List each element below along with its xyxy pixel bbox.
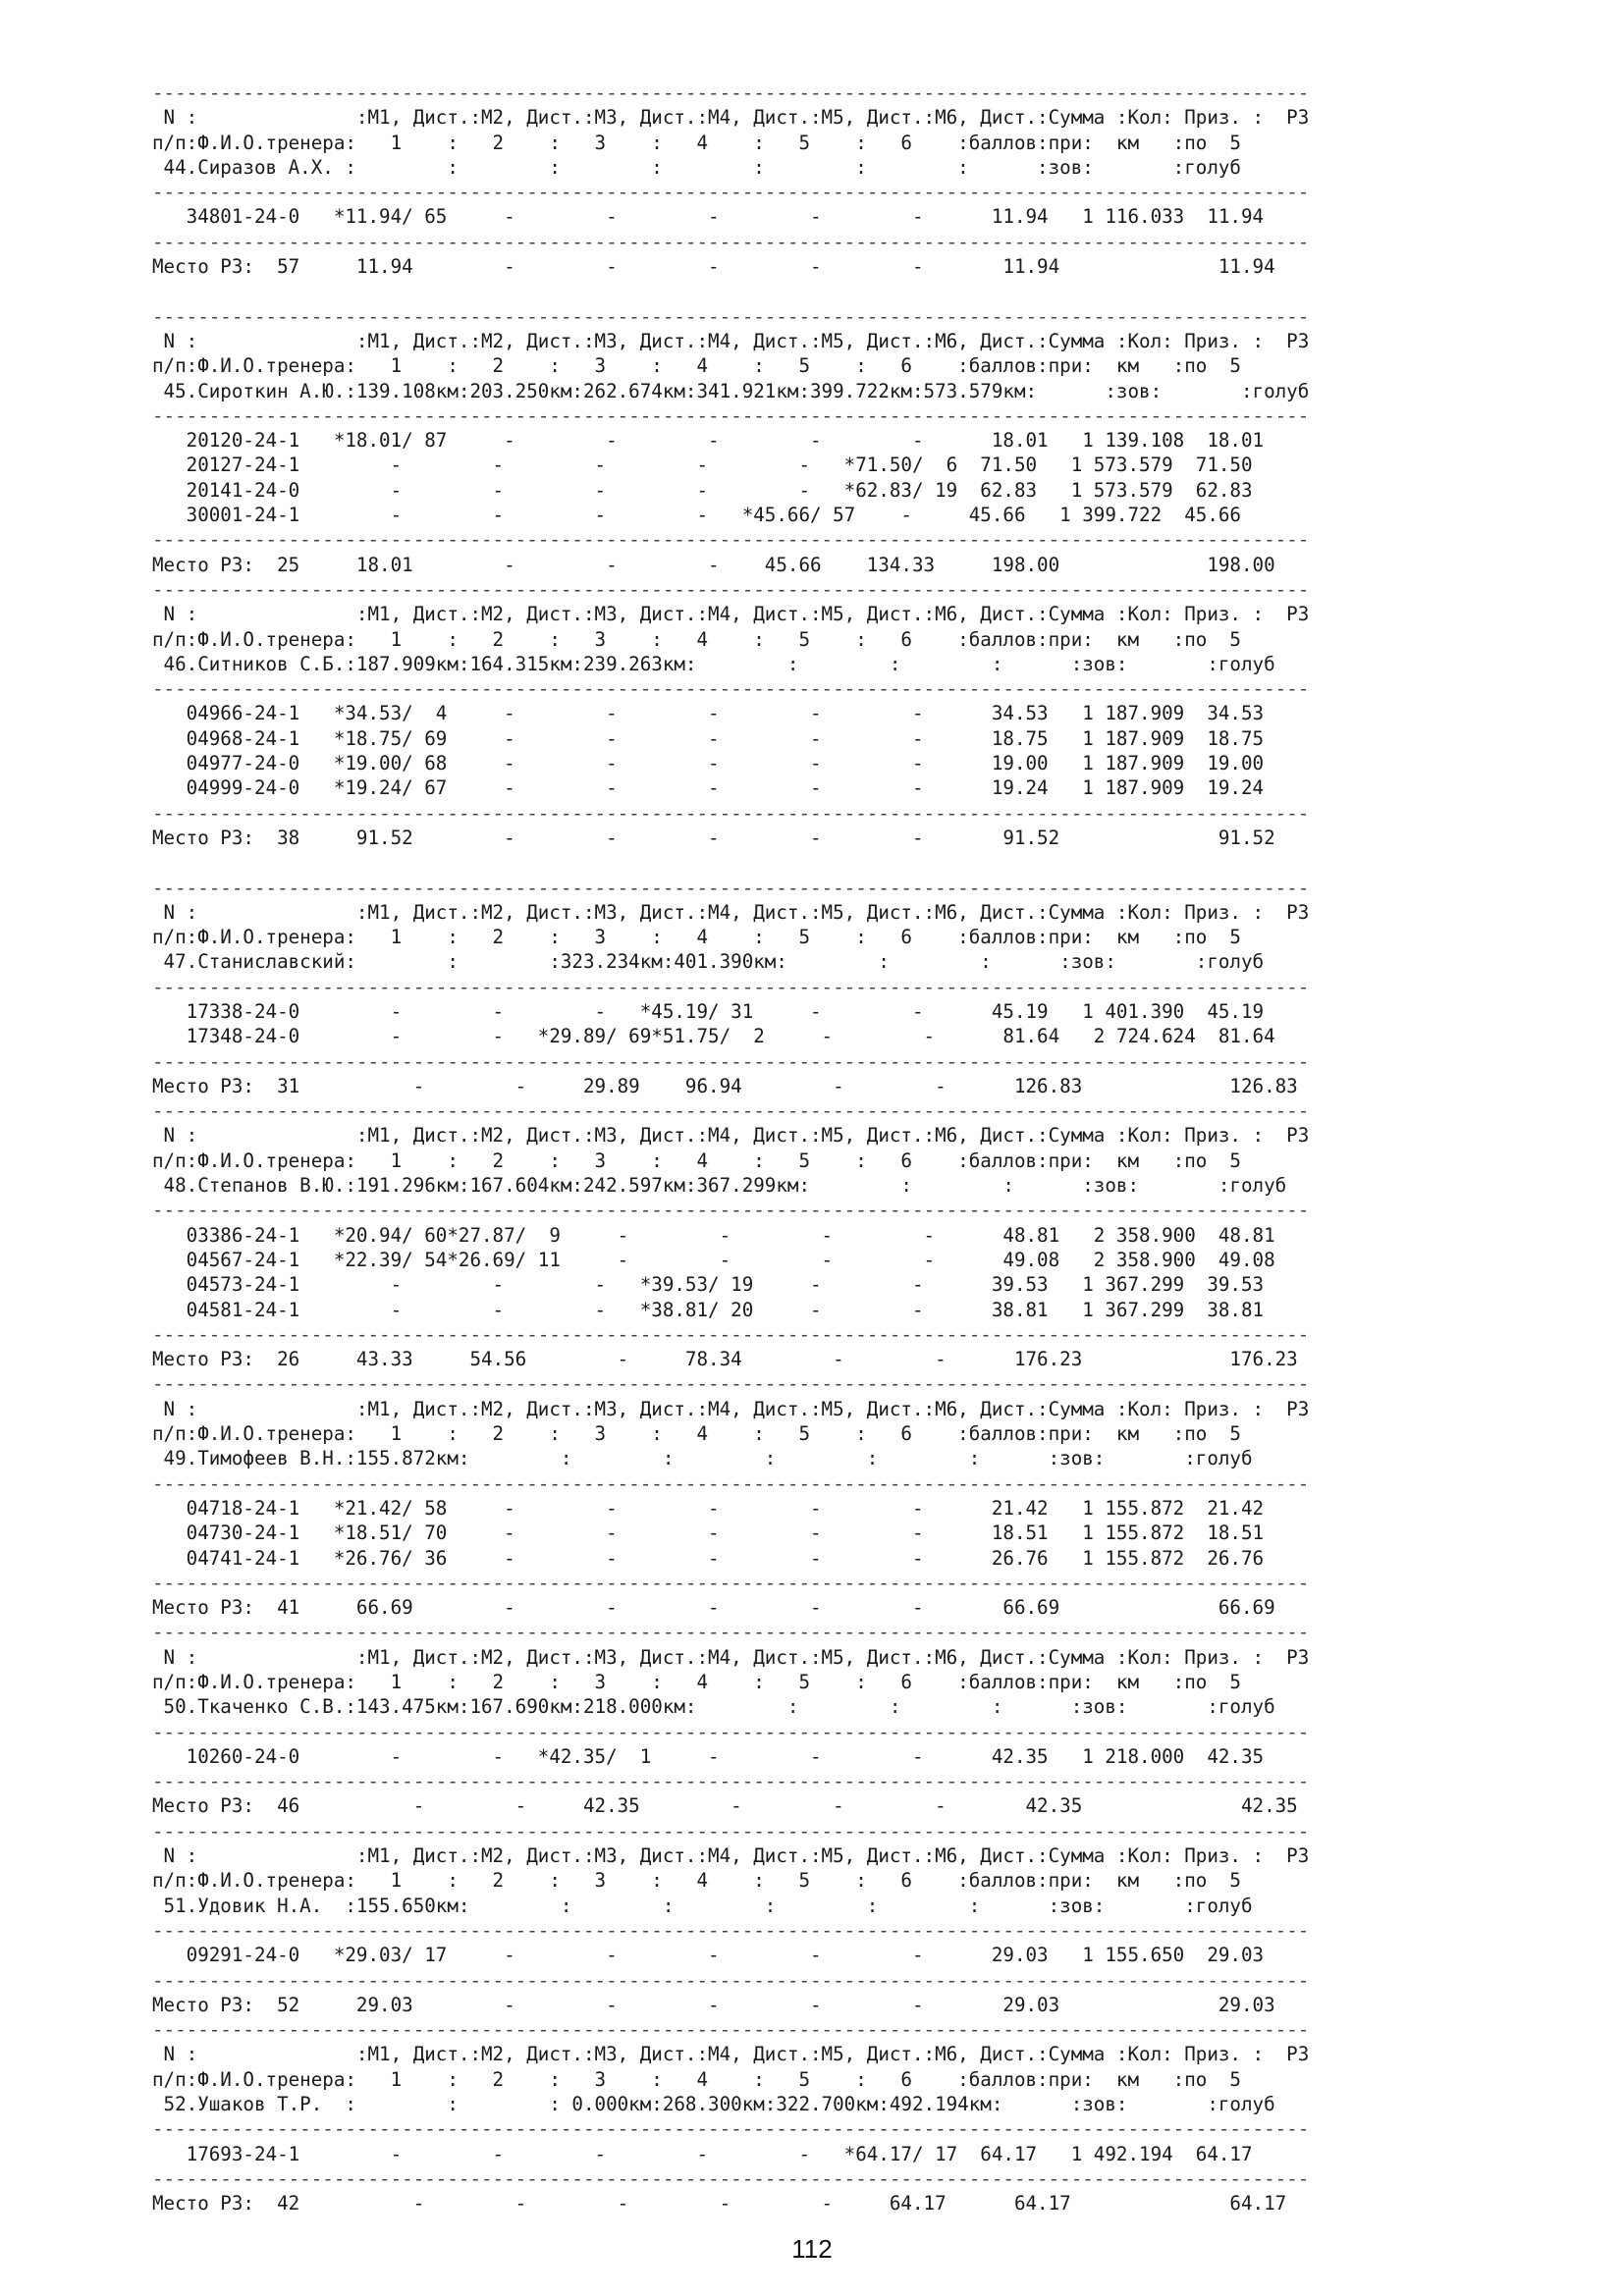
separator-line: ------------------------------------------------------------------------------------------------------ bbox=[152, 1621, 1310, 1644]
separator-line: ------------------------------------------------------------------------------------------------------ bbox=[152, 1770, 1310, 1793]
pigeon-row: 17693-24-1 - - - - - *64.17/ 17 64.17 1 492.194 64.17 bbox=[152, 2142, 1253, 2165]
trainer-row: 44.Сиразов А.Х. : : : : : : : :зов: :голуб bbox=[152, 155, 1241, 179]
separator-line: ------------------------------------------------------------------------------------------------------ bbox=[152, 1322, 1310, 1346]
table-header-row: п/п:Ф.И.О.тренера: 1 : 2 : 3 : 4 : 5 : 6 :баллов:при: км :по 5 bbox=[152, 1148, 1241, 1172]
place-summary-row: Место РЗ: 42 - - - - - 64.17 64.17 64.17 bbox=[152, 2192, 1287, 2216]
separator-line: ------------------------------------------------------------------------------------------------------ bbox=[152, 801, 1310, 825]
table-header-row: п/п:Ф.И.О.тренера: 1 : 2 : 3 : 4 : 5 : 6 :баллов:при: км :по 5 bbox=[152, 1869, 1241, 1893]
place-summary-row: Место РЗ: 31 - - 29.89 96.94 - - 126.83 126.83 bbox=[152, 1074, 1298, 1097]
separator-line: ------------------------------------------------------------------------------------------------------ bbox=[152, 528, 1310, 552]
table-header-row: п/п:Ф.И.О.тренера: 1 : 2 : 3 : 4 : 5 : 6 :баллов:при: км :по 5 bbox=[152, 354, 1241, 378]
separator-line: ------------------------------------------------------------------------------------------------------ bbox=[152, 2018, 1310, 2042]
separator-line: ------------------------------------------------------------------------------------------------------ bbox=[152, 876, 1310, 899]
table-header-row: N : :M1, Дист.:M2, Дист.:M3, Дист.:M4, Дист.:M5, Дист.:M6, Дист.:Сумма :Кол: Приз. : РЗ bbox=[152, 2043, 1310, 2066]
table-header-row: N : :M1, Дист.:M2, Дист.:M3, Дист.:M4, Дист.:M5, Дист.:M6, Дист.:Сумма :Кол: Приз. : РЗ bbox=[152, 1645, 1310, 1669]
separator-line: ------------------------------------------------------------------------------------------------------ bbox=[152, 181, 1310, 204]
pigeon-row: 17348-24-0 - - *29.89/ 69*51.75/ 2 - - 81.64 2 724.624 81.64 bbox=[152, 1025, 1275, 1048]
pigeon-row: 04581-24-1 - - - *38.81/ 20 - - 38.81 1 367.299 38.81 bbox=[152, 1298, 1265, 1321]
separator-line: ------------------------------------------------------------------------------------------------------ bbox=[152, 1099, 1310, 1123]
separator-line: ------------------------------------------------------------------------------------------------------ bbox=[152, 1720, 1310, 1743]
pigeon-row: 04999-24-0 *19.24/ 67 - - - - - 19.24 1 187.909 19.24 bbox=[152, 776, 1265, 800]
table-header-row: п/п:Ф.И.О.тренера: 1 : 2 : 3 : 4 : 5 : 6 :баллов:при: км :по 5 bbox=[152, 1422, 1241, 1446]
place-summary-row: Место РЗ: 41 66.69 - - - - - 66.69 66.69 bbox=[152, 1596, 1275, 1620]
trainer-row: 50.Ткаченко С.В.:143.475км:167.690км:218.000км: : : : :зов: :голуб bbox=[152, 1695, 1275, 1719]
place-summary-row: Место РЗ: 52 29.03 - - - - - 29.03 29.03 bbox=[152, 1993, 1275, 2016]
pigeon-row: 04573-24-1 - - - *39.53/ 19 - - 39.53 1 367.299 39.53 bbox=[152, 1273, 1265, 1297]
place-summary-row: Место РЗ: 25 18.01 - - - 45.66 134.33 198.00 198.00 bbox=[152, 553, 1275, 576]
table-header-row: N : :M1, Дист.:M2, Дист.:M3, Дист.:M4, Дист.:M5, Дист.:M6, Дист.:Сумма :Кол: Приз. : РЗ bbox=[152, 900, 1310, 924]
trainer-row: 47.Станиславский: : :323.234км:401.390км: : : :зов: :голуб bbox=[152, 950, 1265, 974]
separator-line: ------------------------------------------------------------------------------------------------------ bbox=[152, 1918, 1310, 1942]
separator-line: ------------------------------------------------------------------------------------------------------ bbox=[152, 577, 1310, 601]
pigeon-row: 30001-24-1 - - - - *45.66/ 57 - 45.66 1 399.722 45.66 bbox=[152, 504, 1241, 527]
trainer-row: 48.Степанов В.Ю.:191.296км:167.604км:242.597км:367.299км: : : :зов: :голуб bbox=[152, 1174, 1287, 1198]
pigeon-row: 20120-24-1 *18.01/ 87 - - - - - 18.01 1 139.108 18.01 bbox=[152, 429, 1265, 453]
separator-line: ------------------------------------------------------------------------------------------------------ bbox=[152, 1372, 1310, 1396]
separator-line: ------------------------------------------------------------------------------------------------------ bbox=[152, 1819, 1310, 1842]
pigeon-row: 34801-24-0 *11.94/ 65 - - - - - 11.94 1 116.033 11.94 bbox=[152, 205, 1265, 229]
page-number: 112 bbox=[791, 2234, 833, 2264]
separator-line: ------------------------------------------------------------------------------------------------------ bbox=[152, 2166, 1310, 2190]
pigeon-row: 09291-24-0 *29.03/ 17 - - - - - 29.03 1 155.650 29.03 bbox=[152, 1944, 1265, 1967]
separator-line: ------------------------------------------------------------------------------------------------------ bbox=[152, 677, 1310, 701]
pigeon-row: 20127-24-1 - - - - - *71.50/ 6 71.50 1 573.579 71.50 bbox=[152, 454, 1253, 477]
place-summary-row: Место РЗ: 57 11.94 - - - - - 11.94 11.94 bbox=[152, 255, 1275, 279]
separator-line: ------------------------------------------------------------------------------------------------------ bbox=[152, 1471, 1310, 1495]
separator-line: ------------------------------------------------------------------------------------------------------ bbox=[152, 230, 1310, 253]
pigeon-row: 04741-24-1 *26.76/ 36 - - - - - 26.76 1 155.872 26.76 bbox=[152, 1546, 1265, 1570]
place-summary-row: Место РЗ: 38 91.52 - - - - - 91.52 91.52 bbox=[152, 826, 1275, 849]
separator-line: ------------------------------------------------------------------------------------------------------ bbox=[152, 975, 1310, 998]
table-header-row: N : :M1, Дист.:M2, Дист.:M3, Дист.:M4, Дист.:M5, Дист.:M6, Дист.:Сумма :Кол: Приз. : РЗ bbox=[152, 603, 1310, 626]
table-header-row: п/п:Ф.И.О.тренера: 1 : 2 : 3 : 4 : 5 : 6 :баллов:при: км :по 5 bbox=[152, 1671, 1241, 1693]
table-header-row: N : :M1, Дист.:M2, Дист.:M3, Дист.:M4, Дист.:M5, Дист.:M6, Дист.:Сумма :Кол: Приз. : РЗ bbox=[152, 1844, 1310, 1868]
pigeon-row: 20141-24-0 - - - - - *62.83/ 19 62.83 1 573.579 62.83 bbox=[152, 478, 1253, 502]
table-header-row: п/п:Ф.И.О.тренера: 1 : 2 : 3 : 4 : 5 : 6 :баллов:при: км :по 5 bbox=[152, 627, 1241, 651]
pigeon-row: 04966-24-1 *34.53/ 4 - - - - - 34.53 1 187.909 34.53 bbox=[152, 702, 1265, 725]
separator-line: ------------------------------------------------------------------------------------------------------ bbox=[152, 1571, 1310, 1594]
blank-line bbox=[152, 279, 1527, 303]
table-header-row: п/п:Ф.И.О.тренера: 1 : 2 : 3 : 4 : 5 : 6 :баллов:при: км :по 5 bbox=[152, 131, 1241, 154]
separator-line: ------------------------------------------------------------------------------------------------------ bbox=[152, 1968, 1310, 1992]
trainer-row: 46.Ситников С.Б.:187.909км:164.315км:239.263км: : : : :зов: :голуб bbox=[152, 652, 1275, 675]
place-summary-row: Место РЗ: 46 - - 42.35 - - - 42.35 42.35 bbox=[152, 1794, 1298, 1818]
pigeon-row: 03386-24-1 *20.94/ 60*27.87/ 9 - - - - 48.81 2 358.900 48.81 bbox=[152, 1223, 1275, 1247]
separator-line: ------------------------------------------------------------------------------------------------------ bbox=[152, 403, 1310, 427]
pigeon-row: 04718-24-1 *21.42/ 58 - - - - - 21.42 1 155.872 21.42 bbox=[152, 1496, 1265, 1520]
table-header-row: N : :M1, Дист.:M2, Дист.:M3, Дист.:M4, Дист.:M5, Дист.:M6, Дист.:Сумма :Кол: Приз. : РЗ bbox=[152, 1397, 1310, 1420]
table-header-row: п/п:Ф.И.О.тренера: 1 : 2 : 3 : 4 : 5 : 6 :баллов:при: км :по 5 bbox=[152, 2067, 1241, 2091]
table-header-row: N : :M1, Дист.:M2, Дист.:M3, Дист.:M4, Дист.:M5, Дист.:M6, Дист.:Сумма :Кол: Приз. : РЗ bbox=[152, 106, 1310, 130]
separator-line: ------------------------------------------------------------------------------------------------------ bbox=[152, 2117, 1310, 2141]
table-header-row: п/п:Ф.И.О.тренера: 1 : 2 : 3 : 4 : 5 : 6 :баллов:при: км :по 5 bbox=[152, 926, 1241, 949]
results-listing bbox=[152, 80, 1527, 2216]
trainer-row: 52.Ушаков Т.Р. : : : 0.000км:268.300км:322.700км:492.194км: :зов: :голуб bbox=[152, 2093, 1275, 2116]
separator-line: ------------------------------------------------------------------------------------------------------ bbox=[152, 304, 1310, 328]
table-header-row: N : :M1, Дист.:M2, Дист.:M3, Дист.:M4, Дист.:M5, Дист.:M6, Дист.:Сумма :Кол: Приз. : РЗ bbox=[152, 1124, 1310, 1148]
pigeon-row: 10260-24-0 - - *42.35/ 1 - - - 42.35 1 218.000 42.35 bbox=[152, 1744, 1265, 1768]
trainer-row: 45.Сироткин А.Ю.:139.108км:203.250км:262.674км:341.921км:399.722км:573.579км: :зов: :голуб bbox=[152, 379, 1310, 402]
place-summary-row: Место РЗ: 26 43.33 54.56 - 78.34 - - 176.23 176.23 bbox=[152, 1348, 1298, 1371]
trainer-row: 51.Удовик Н.А. :155.650км: : : : : : :зов: :голуб bbox=[152, 1894, 1253, 1917]
table-header-row: N : :M1, Дист.:M2, Дист.:M3, Дист.:M4, Дист.:M5, Дист.:M6, Дист.:Сумма :Кол: Приз. : РЗ bbox=[152, 329, 1310, 352]
pigeon-row: 04968-24-1 *18.75/ 69 - - - - - 18.75 1 187.909 18.75 bbox=[152, 726, 1265, 750]
pigeon-row: 04567-24-1 *22.39/ 54*26.69/ 11 - - - - 49.08 2 358.900 49.08 bbox=[152, 1248, 1275, 1271]
separator-line: ------------------------------------------------------------------------------------------------------ bbox=[152, 1199, 1310, 1222]
separator-line: ------------------------------------------------------------------------------------------------------ bbox=[152, 81, 1310, 104]
trainer-row: 49.Тимофеев В.Н.:155.872км: : : : : : :зов: :голуб bbox=[152, 1447, 1253, 1470]
pigeon-row: 04977-24-0 *19.00/ 68 - - - - - 19.00 1 187.909 19.00 bbox=[152, 752, 1265, 775]
blank-line bbox=[152, 850, 1527, 875]
pigeon-row: 04730-24-1 *18.51/ 70 - - - - - 18.51 1 155.872 18.51 bbox=[152, 1522, 1265, 1545]
separator-line: ------------------------------------------------------------------------------------------------------ bbox=[152, 1049, 1310, 1073]
pigeon-row: 17338-24-0 - - - *45.19/ 31 - - 45.19 1 401.390 45.19 bbox=[152, 999, 1265, 1023]
